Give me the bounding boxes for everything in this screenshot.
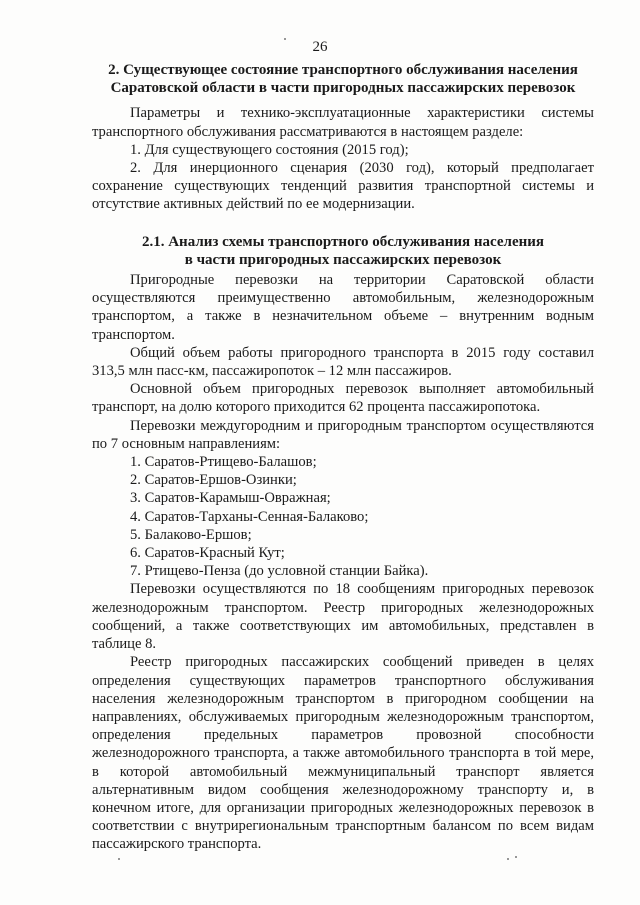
section-heading-line-2: Саратовской области в части пригородных пассажирских перевозок xyxy=(110,80,576,97)
route-item: 6. Саратов-Красный Кут; xyxy=(130,545,285,562)
section-heading xyxy=(92,61,594,97)
body-paragraph: Перевозки междугородним и пригородным транспортом осуществляются по 7 основным направлениям: xyxy=(92,417,594,452)
page-number: 26 xyxy=(312,39,328,55)
subsection-heading-line-2: в части пригородных пассажирских перевозок xyxy=(184,251,502,268)
page-content xyxy=(92,61,594,854)
route-item: 3. Саратов-Карамыш-Овражная; xyxy=(130,490,331,507)
scan-speck xyxy=(284,38,286,40)
route-item: 7. Ртищево-Пенза (до условной станции Байка). xyxy=(130,563,429,580)
body-paragraph: Общий объем работы пригородного транспорта в 2015 году составил 313,5 млн пасс-км, пассажиропоток – 12 млн пассажиров. xyxy=(92,344,594,380)
routes-list xyxy=(92,453,594,580)
body-paragraph: Основной объем пригородных перевозок выполняет автомобильный транспорт, на долю которого приходится 62 процента пассажиропотока. xyxy=(92,381,594,416)
scan-speck xyxy=(118,858,120,860)
intro-list-item: 1. Для существующего состояния (2015 год); xyxy=(130,141,409,158)
route-item: 2. Саратов-Ершов-Озинки; xyxy=(130,472,297,489)
intro-list xyxy=(92,141,594,214)
intro-list-item: 2. Для инерционного сценария (2030 год), который предполагает сохранение существующих тенденций развития транспортной системы и отсутствие активных действий по ее модернизации. xyxy=(92,160,594,213)
route-item: 1. Саратов-Ртищево-Балашов; xyxy=(130,454,317,471)
body-paragraph: Перевозки осуществляются по 18 сообщениям пригородных перевозок железнодорожным транспортом. Реестр пригородных железнодорожных сообщений, а также соответствующих им автомобильных, представлен в таблице 8. xyxy=(92,581,594,653)
body-paragraph: Пригородные перевозки на территории Саратовской области осуществляются преимущественно автомобильным, железнодорожным транспортом, а также в незначительном объеме – внутренним водным транспортом. xyxy=(92,272,594,343)
section-heading-line-1: 2. Существующее состояние транспортного обслуживания населения xyxy=(108,62,578,78)
intro-paragraph: Параметры и технико-эксплуатационные характеристики системы транспортного обслуживания рассматриваются в настоящем разделе: xyxy=(92,105,594,140)
route-item: 5. Балаково-Ершов; xyxy=(130,526,252,543)
subsection-heading xyxy=(92,233,594,269)
subsection-heading-line-1: 2.1. Анализ схемы транспортного обслуживания населения xyxy=(141,233,545,250)
scan-speck xyxy=(515,856,517,858)
route-item: 4. Саратов-Тарханы-Сенная-Балаково; xyxy=(130,508,369,525)
scan-speck xyxy=(507,858,509,860)
body-paragraph: Реестр пригородных пассажирских сообщений приведен в целях определения существующих параметров транспортного обслуживания населения железнодорожным транспортом в пригородном сообщении на направлениях, обслуживаемых пригородным железнодорожным транспортом, определения предельных параметров провозной способности железнодорожного транспорта, а также автомобильного транспорта в той мере, в которой автомобильный межмуниципальный транспорт является альтернативным видом сообщения железнодорожному транспорту и, в конечном итоге, для организации пригородных железнодорожных перевозок в соответствии с внутрирегиональным транспортным балансом по всем видам пассажирского транспорта. xyxy=(92,654,594,853)
